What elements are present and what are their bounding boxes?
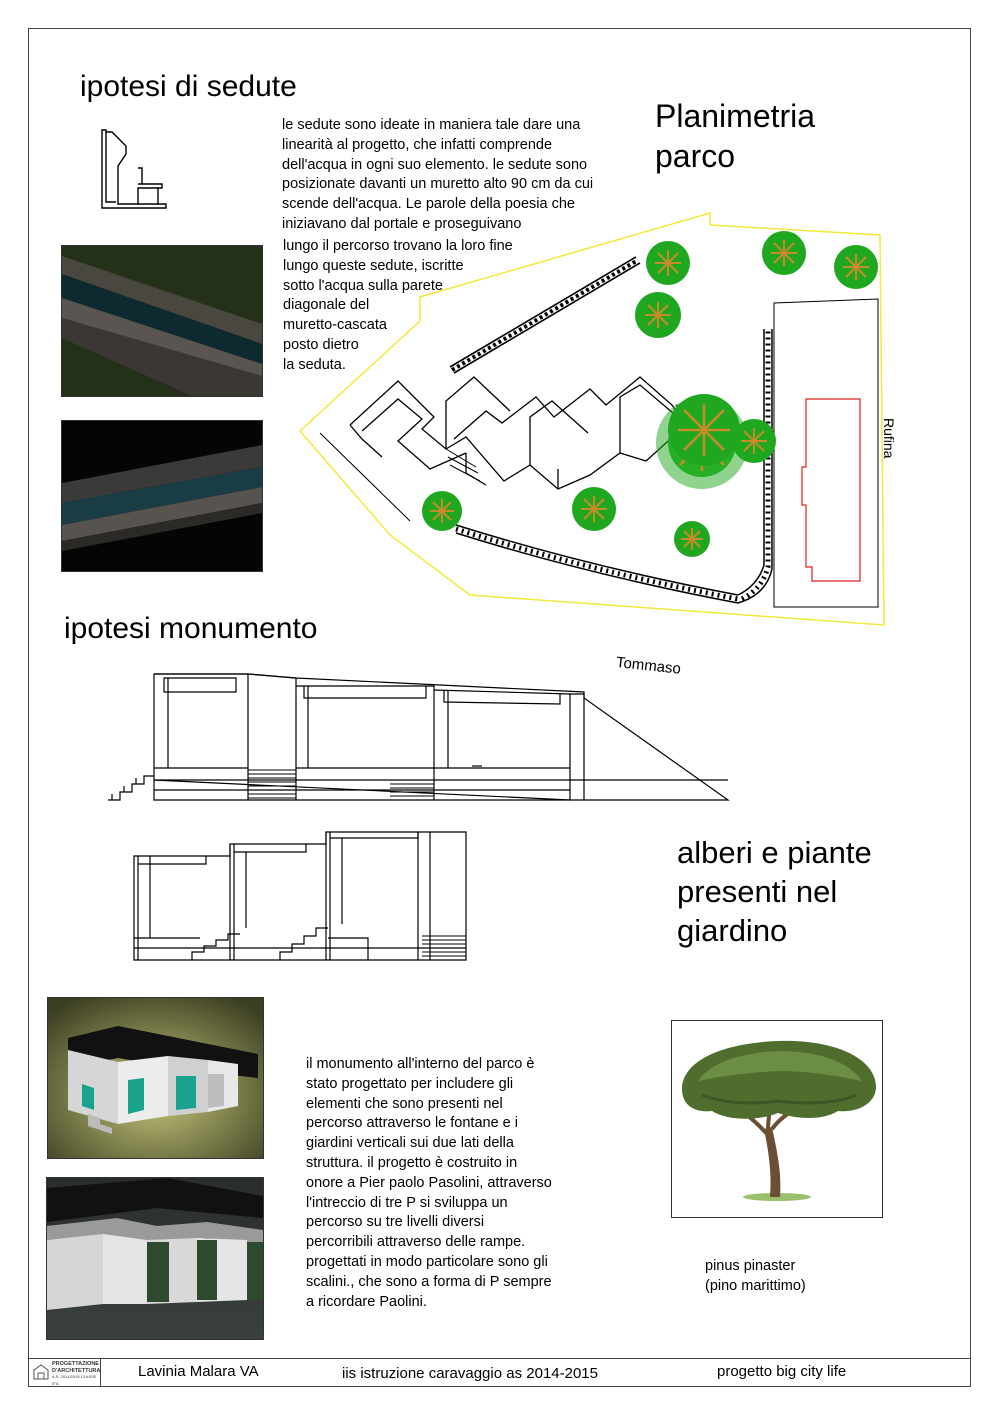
- monument-render-1: [47, 997, 264, 1159]
- logo-line-2: D'ARCHITETTURA: [52, 1367, 101, 1374]
- footer-divider: [28, 1358, 971, 1359]
- red-building-outline: [802, 399, 860, 581]
- school-logo: [29, 1359, 101, 1386]
- alberi-title: alberi e piante presenti nel giardino: [677, 835, 872, 948]
- monumento-title: ipotesi monumento: [64, 612, 318, 645]
- monument-elevation-1: [104, 668, 734, 808]
- planimetria-title: Planimetria parco: [655, 98, 816, 174]
- street-label-rufina: Rufina: [881, 418, 897, 459]
- sedute-title: ipotesi di sedute: [80, 70, 297, 103]
- monument-footprint: [350, 377, 698, 489]
- footer-project: progetto big city life: [717, 1363, 847, 1380]
- sedute-description-continued: lungo il percorso trovano la loro fine lungo queste sedute, iscritte sotto l'acqua sulla parete diagonale del muretto-cascata posto dietro la seduta.: [283, 238, 513, 373]
- monument-render-2: [46, 1177, 264, 1340]
- upper-bench: [450, 257, 640, 373]
- monument-elevation-2: [130, 828, 470, 964]
- logo-line-3: A.S. 2014/2015 CLASSE 5°A: [52, 1374, 97, 1386]
- seat-render-1: [61, 245, 263, 397]
- footer-author: Lavinia Malara VA: [138, 1363, 259, 1380]
- seat-section-drawing: [98, 128, 170, 212]
- sedute-description: le sedute sono ideate in maniera tale dare una linearità al progetto, che infatti comprende dell'acqua in ogni suo elemento. le sedute sono posizionate davanti un muretto alto 90 cm da cui scende dell'acqua. Le parole della poesia che iniziavano dal portale e proseguivano: [282, 117, 594, 232]
- seat-render-2: [61, 420, 263, 572]
- tree-caption: pinus pinaster (pino marittimo): [705, 1258, 806, 1294]
- park-site-plan: [290, 205, 910, 635]
- monumento-description: il monumento all'interno del parco è stato progettato per includere gli elementi che sono presenti nel percorso attraverso le fontane e i giardini verticali sui due lati della struttura. il progetto è costruito in onore a Pier paolo Pasolini, attraverso l'intreccio di tre P si sviluppa un percorso su tre livelli diversi percorribili attraverso delle rampe. progettati in modo particolare sono gli scalini., che sono a forma di P sempre a ricordare Paolini.: [306, 1056, 552, 1310]
- street-label-tommaso: Tommaso: [615, 654, 682, 678]
- logo-line-1: PROGETTAZIONE: [52, 1361, 99, 1367]
- pine-tree-photo: [671, 1020, 883, 1218]
- footer-school: iis istruzione caravaggio as 2014-2015: [342, 1365, 598, 1382]
